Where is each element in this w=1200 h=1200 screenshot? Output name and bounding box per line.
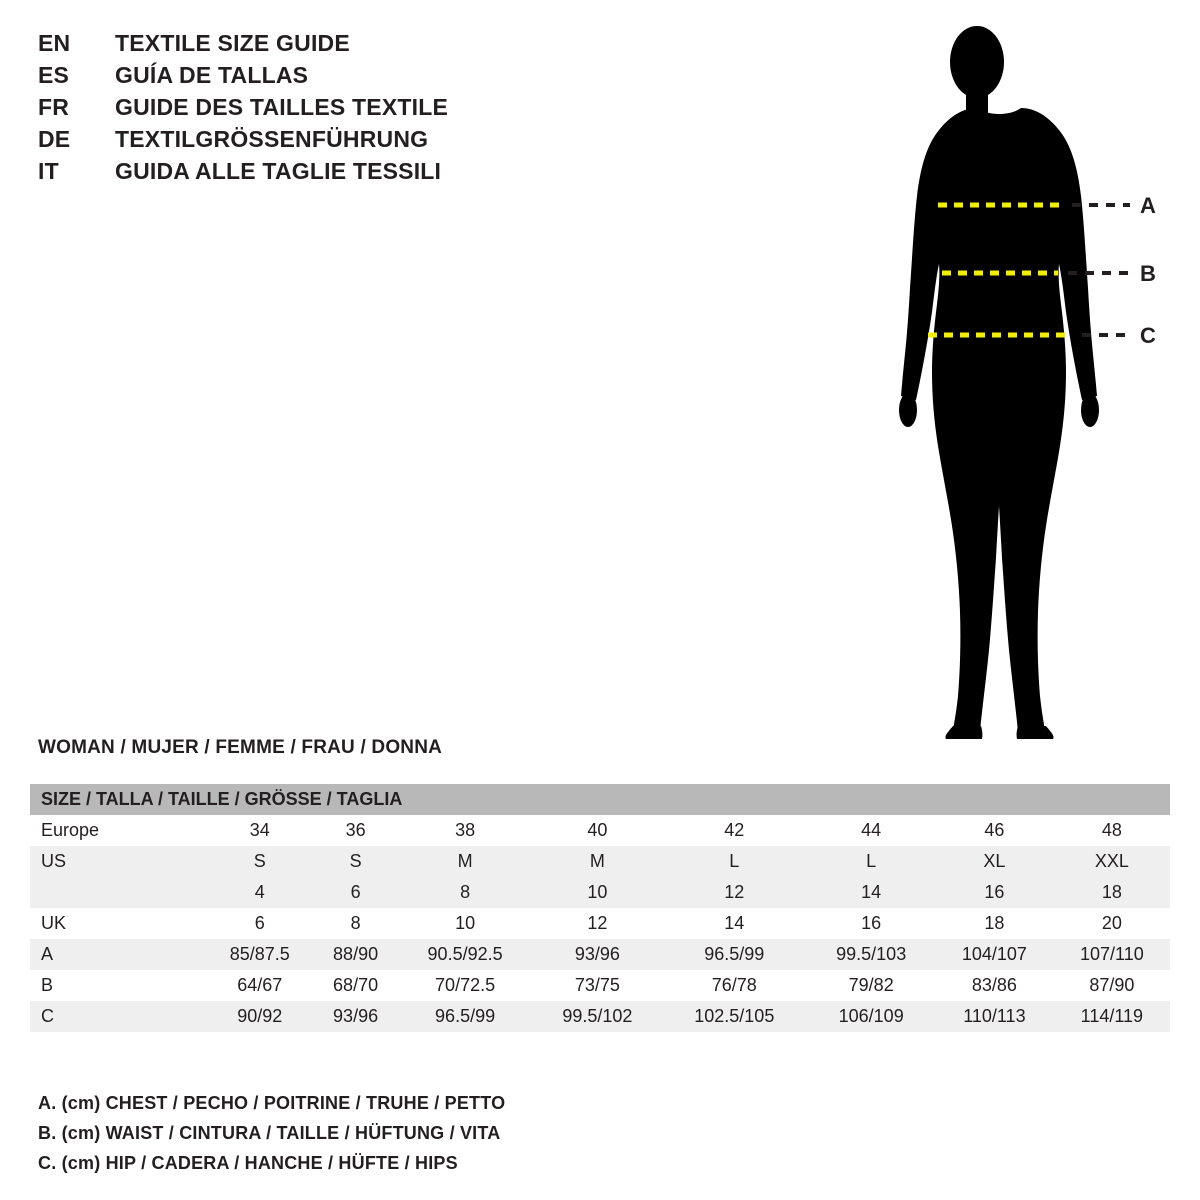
table-row [30,970,1170,1001]
cell-b-4: 76/78 [661,970,807,1001]
cell-b-7: 87/90 [1054,970,1170,1001]
cell-uk-7: 20 [1054,908,1170,939]
title-lang-fr: FR [38,94,70,120]
cell-c-0: 90/92 [205,1001,315,1032]
cell-usnum-4: 12 [661,877,807,908]
row-label-us: US [30,846,205,877]
title-lang-es: ES [38,62,70,88]
table-row [30,815,1170,846]
cell-us-7: XXL [1054,846,1170,877]
cell-a-4: 96.5/99 [661,939,807,970]
cell-usnum-1: 6 [315,877,397,908]
cell-us-0: S [205,846,315,877]
cell-c-1: 93/96 [315,1001,397,1032]
cell-a-2: 90.5/92.5 [397,939,534,970]
table-row [30,846,1170,877]
cell-europe-7: 48 [1054,815,1170,846]
cell-uk-2: 10 [397,908,534,939]
title-text-it: GUIDA ALLE TAGLIE TESSILI [115,158,442,184]
row-label-b: B [30,970,205,1001]
cell-us-3: M [534,846,662,877]
cell-c-3: 99.5/102 [534,1001,662,1032]
cell-b-6: 83/86 [935,970,1054,1001]
section-label-woman: WOMAN / MUJER / FEMME / FRAU / DONNA [38,737,443,758]
measure-label-a: A [1140,193,1156,218]
cell-c-2: 96.5/99 [397,1001,534,1032]
row-label-europe: Europe [30,815,205,846]
measure-label-c: C [1140,323,1156,348]
measure-label-b: B [1140,261,1156,286]
title-text-en: TEXTILE SIZE GUIDE [115,30,350,56]
cell-usnum-3: 10 [534,877,662,908]
cell-uk-5: 16 [807,908,935,939]
cell-a-6: 104/107 [935,939,1054,970]
cell-us-2: M [397,846,534,877]
cell-europe-0: 34 [205,815,315,846]
cell-uk-6: 18 [935,908,1054,939]
cell-c-7: 114/119 [1054,1001,1170,1032]
cell-b-0: 64/67 [205,970,315,1001]
size-table [30,784,1170,1032]
title-row-it [38,158,558,190]
title-text-es: GUÍA DE TALLAS [115,62,309,88]
row-label-c: C [30,1001,205,1032]
title-row-de [38,126,558,158]
cell-europe-5: 44 [807,815,935,846]
cell-usnum-0: 4 [205,877,315,908]
footnotes-block [38,1088,738,1178]
cell-europe-2: 38 [397,815,534,846]
silhouette-shape [899,26,1099,739]
footnote-b: B. (cm) WAIST / CINTURA / TAILLE / HÜFTUNG / VITA [38,1123,501,1143]
row-label-us-numeric [30,877,205,908]
table-row [30,908,1170,939]
cell-a-3: 93/96 [534,939,662,970]
cell-a-1: 88/90 [315,939,397,970]
cell-a-7: 107/110 [1054,939,1170,970]
table-row [30,939,1170,970]
cell-uk-4: 14 [661,908,807,939]
cell-b-5: 79/82 [807,970,935,1001]
cell-uk-3: 12 [534,908,662,939]
cell-us-5: L [807,846,935,877]
cell-c-5: 106/109 [807,1001,935,1032]
cell-europe-3: 40 [534,815,662,846]
cell-a-5: 99.5/103 [807,939,935,970]
table-header-row [30,784,1170,815]
title-block [38,30,558,190]
cell-b-1: 68/70 [315,970,397,1001]
cell-europe-6: 46 [935,815,1054,846]
cell-europe-1: 36 [315,815,397,846]
title-lang-en: EN [38,30,71,56]
cell-usnum-6: 16 [935,877,1054,908]
title-text-fr: GUIDE DES TAILLES TEXTILE [115,94,448,120]
title-row-fr [38,94,558,126]
cell-us-1: S [315,846,397,877]
cell-c-4: 102.5/105 [661,1001,807,1032]
cell-usnum-5: 14 [807,877,935,908]
cell-us-4: L [661,846,807,877]
title-row-es [38,62,558,94]
cell-uk-1: 8 [315,908,397,939]
footnote-a: A. (cm) CHEST / PECHO / POITRINE / TRUHE / PETTO [38,1093,506,1113]
cell-us-6: XL [935,846,1054,877]
title-lang-it: IT [38,158,59,184]
cell-b-2: 70/72.5 [397,970,534,1001]
title-row-en [38,30,558,62]
woman-silhouette-figure [860,20,1190,740]
row-label-uk: UK [30,908,205,939]
table-header-label: SIZE / TALLA / TAILLE / GRÖSSE / TAGLIA [30,784,1170,815]
cell-europe-4: 42 [661,815,807,846]
cell-c-6: 110/113 [935,1001,1054,1032]
cell-usnum-2: 8 [397,877,534,908]
cell-b-3: 73/75 [534,970,662,1001]
table-row [30,1001,1170,1032]
title-text-de: TEXTILGRÖSSENFÜHRUNG [115,126,429,152]
title-lang-de: DE [38,126,71,152]
row-label-a: A [30,939,205,970]
table-row [30,877,1170,908]
footnote-c: C. (cm) HIP / CADERA / HANCHE / HÜFTE / HIPS [38,1153,458,1173]
cell-usnum-7: 18 [1054,877,1170,908]
cell-uk-0: 6 [205,908,315,939]
cell-a-0: 85/87.5 [205,939,315,970]
